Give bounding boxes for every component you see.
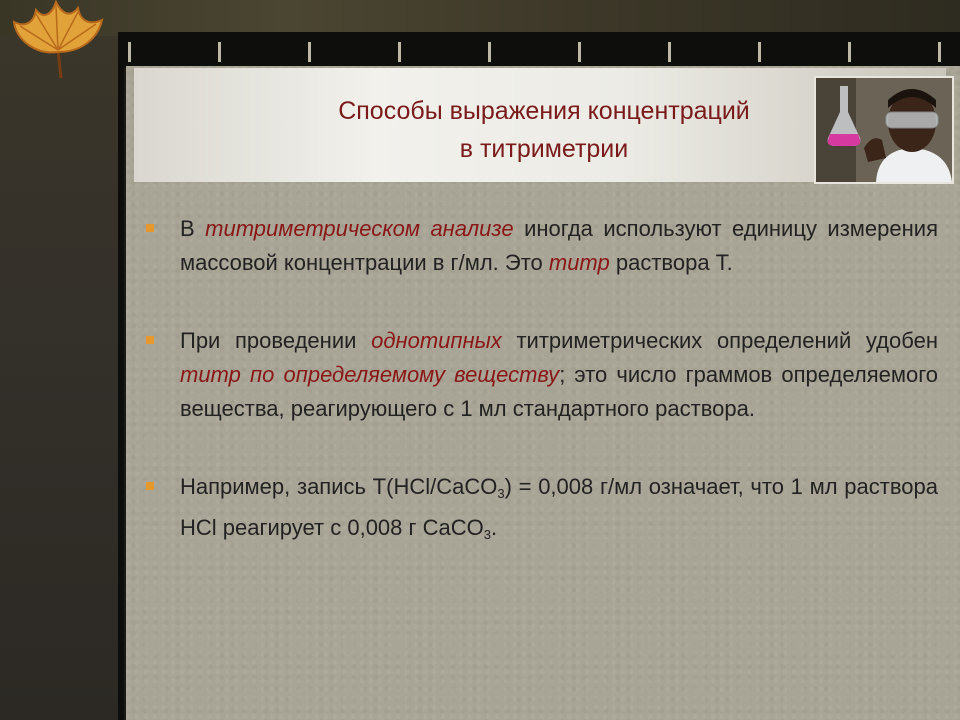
chemist-with-flask-photo [816,78,952,182]
film-hole [938,42,941,62]
title-line-2: в титриметрии [459,135,629,163]
text: ) = 0,008 г/мл означает, что 1 мл раствора HCl реагирует с 0,008 г CaCO [180,474,938,540]
slide-content [126,66,960,720]
text: раствора Т. [609,250,733,275]
emphasis-text: титриметрическом анализе [205,216,514,241]
film-hole [218,42,221,62]
title-line-1: Способы выражения концентраций [338,97,750,125]
chemist-photo [814,76,954,184]
text: Например, запись Т(HCl/CaCO [180,474,498,499]
emphasis-text: однотипных [371,328,502,353]
text: титриметрических определений удобен [501,328,938,353]
slide-title [234,92,854,168]
film-strip-border [118,32,960,68]
text: . [491,515,498,540]
list-item [146,324,938,426]
subscript: 3 [483,527,492,542]
subscript: 3 [497,486,505,501]
top-texture-strip [0,0,960,36]
film-hole [128,42,131,62]
film-hole [848,42,851,62]
text: ; это число граммов определяемого вещества, реагирующего с 1 мл стандартного раствора. [180,362,938,421]
film-hole [668,42,671,62]
list-item [146,470,938,552]
bullet-marker-icon [146,482,154,490]
autumn-leaf-icon [6,0,116,80]
film-hole [488,42,491,62]
bullet-marker-icon [146,224,154,232]
bullet-marker-icon [146,336,154,344]
text: В [180,216,206,241]
film-hole [758,42,761,62]
text: иногда используют единицу измерения массовой концентрации в г/мл. Это [180,216,938,275]
list-item [146,212,938,280]
emphasis-text: титр по определяемому веществу [180,362,560,387]
emphasis-text: титр [548,250,610,275]
film-hole [398,42,401,62]
film-hole [578,42,581,62]
text: При проведении [180,328,372,353]
title-band [134,68,946,182]
film-hole [308,42,311,62]
bullet-list [146,212,938,596]
left-texture-strip [0,36,118,720]
